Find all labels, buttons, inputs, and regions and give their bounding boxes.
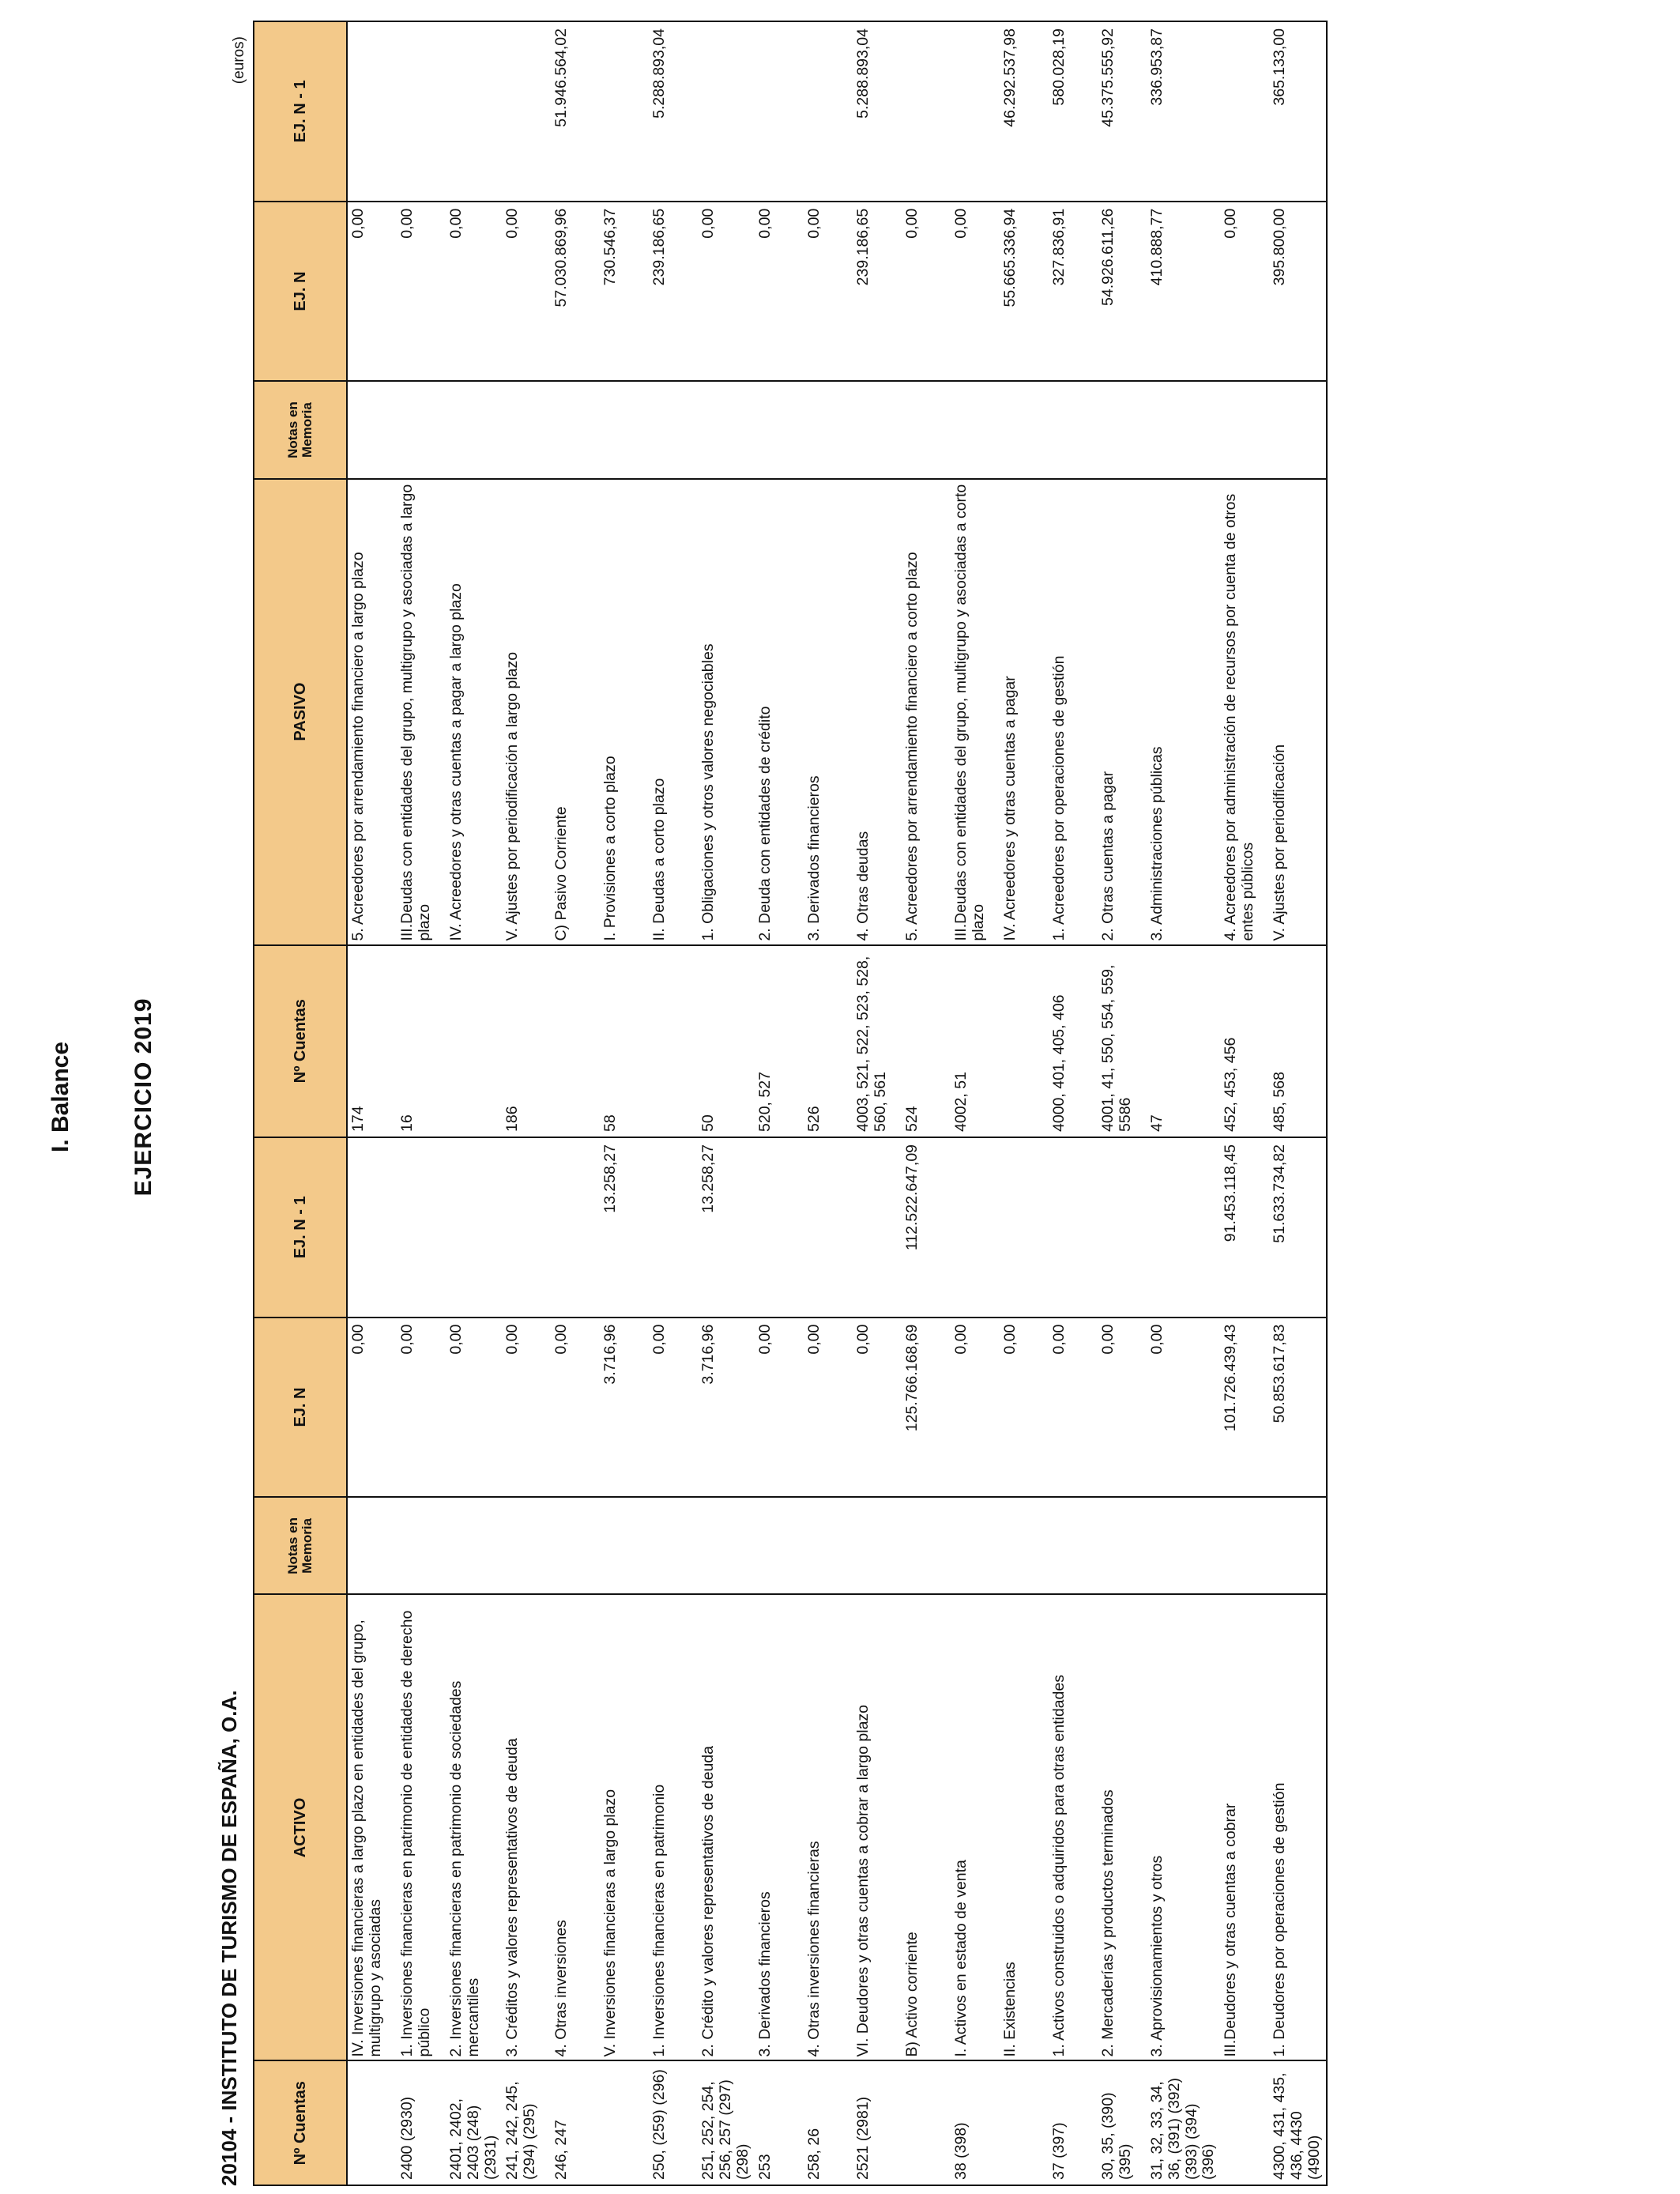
asset-account-codes: 253 bbox=[755, 2060, 804, 2185]
liability-notes bbox=[853, 381, 902, 478]
asset-account-codes: 251, 252, 254, 256, 257 (297) (298) bbox=[698, 2060, 754, 2185]
asset-account-codes: 2401, 2402, 2403 (248) (2931) bbox=[446, 2060, 502, 2185]
liability-description: I. Provisiones a corto plazo bbox=[600, 479, 649, 945]
asset-account-codes: 246, 247 bbox=[551, 2060, 600, 2185]
table-row bbox=[1098, 21, 1147, 2185]
table-row bbox=[1220, 21, 1269, 2185]
liability-description: IV. Acreedores y otras cuentas a pagar a largo plazo bbox=[446, 479, 502, 945]
liability-amount-year-n1: 365.133,00 bbox=[1269, 21, 1326, 202]
asset-notes bbox=[1147, 1497, 1220, 1594]
asset-account-codes: 250, (259) (296) bbox=[649, 2060, 698, 2185]
liability-notes bbox=[1098, 381, 1147, 478]
asset-description: V. Inversiones financieras a largo plazo bbox=[600, 1595, 649, 2061]
asset-amount-year-n: 50.853.617,83 bbox=[1269, 1318, 1326, 1498]
asset-description: I. Activos en estado de venta bbox=[951, 1595, 1000, 2061]
liability-amount-year-n1 bbox=[502, 21, 551, 202]
asset-account-codes: 241, 242, 245, (294) (295) bbox=[502, 2060, 551, 2185]
liability-amount-year-n: 0,00 bbox=[502, 202, 551, 382]
liability-description: 4. Acreedores por administración de recursos por cuenta de otros entes públicos bbox=[1220, 479, 1269, 945]
liability-description: 5. Acreedores por arrendamiento financiero a largo plazo bbox=[347, 479, 397, 945]
header-assets-year-n1: EJ. N - 1 bbox=[254, 1137, 347, 1318]
exercise-year: EJERCICIO 2019 bbox=[130, 997, 156, 1197]
asset-amount-year-n: 0,00 bbox=[1098, 1318, 1147, 1498]
asset-amount-year-n1: 51.633.734,82 bbox=[1269, 1137, 1326, 1318]
liability-amount-year-n1 bbox=[1220, 21, 1269, 202]
asset-amount-year-n1: 91.453.118,45 bbox=[1220, 1137, 1269, 1318]
liability-account-codes: 452, 453, 456 bbox=[1220, 945, 1269, 1137]
asset-account-codes: 2400 (2930) bbox=[397, 2060, 446, 2185]
asset-notes bbox=[1269, 1497, 1326, 1594]
liability-amount-year-n: 0,00 bbox=[1220, 202, 1269, 382]
asset-amount-year-n1 bbox=[951, 1137, 1000, 1318]
asset-amount-year-n: 0,00 bbox=[551, 1318, 600, 1498]
liability-description: III.Deudas con entidades del grupo, multigrupo y asociadas a corto plazo bbox=[951, 479, 1000, 945]
liability-notes bbox=[446, 381, 502, 478]
asset-amount-year-n: 0,00 bbox=[347, 1318, 397, 1498]
asset-amount-year-n1 bbox=[502, 1137, 551, 1318]
liability-account-codes bbox=[649, 945, 698, 1137]
asset-amount-year-n: 3.716,96 bbox=[600, 1318, 649, 1498]
liability-description: III.Deudas con entidades del grupo, multigrupo y asociadas a largo plazo bbox=[397, 479, 446, 945]
asset-amount-year-n: 0,00 bbox=[853, 1318, 902, 1498]
liability-notes bbox=[347, 381, 397, 478]
asset-amount-year-n1 bbox=[1098, 1137, 1147, 1318]
liability-amount-year-n1: 580.028,19 bbox=[1049, 21, 1098, 202]
asset-notes bbox=[446, 1497, 502, 1594]
liability-amount-year-n: 57.030.869,96 bbox=[551, 202, 600, 382]
liability-amount-year-n1 bbox=[951, 21, 1000, 202]
liability-notes bbox=[502, 381, 551, 478]
table-row bbox=[347, 21, 397, 2185]
liability-amount-year-n: 410.888,77 bbox=[1147, 202, 1220, 382]
liability-notes bbox=[951, 381, 1000, 478]
liability-amount-year-n1 bbox=[698, 21, 754, 202]
asset-description: VI. Deudores y otras cuentas a cobrar a largo plazo bbox=[853, 1595, 902, 2061]
liability-description: IV. Acreedores y otras cuentas a pagar bbox=[1000, 479, 1049, 945]
asset-amount-year-n1 bbox=[804, 1137, 853, 1318]
table-row bbox=[551, 21, 600, 2185]
asset-description: II. Existencias bbox=[1000, 1595, 1049, 2061]
asset-amount-year-n1: 13.258,27 bbox=[600, 1137, 649, 1318]
liability-description: 2. Otras cuentas a pagar bbox=[1098, 479, 1147, 945]
asset-account-codes: 38 (398) bbox=[951, 2060, 1000, 2185]
liability-account-codes: 186 bbox=[502, 945, 551, 1137]
asset-amount-year-n1: 13.258,27 bbox=[698, 1137, 754, 1318]
asset-notes bbox=[347, 1497, 397, 1594]
liability-amount-year-n1 bbox=[600, 21, 649, 202]
asset-description: 3. Créditos y valores representativos de deuda bbox=[502, 1595, 551, 2061]
liability-amount-year-n: 0,00 bbox=[951, 202, 1000, 382]
table-row bbox=[698, 21, 754, 2185]
asset-amount-year-n1 bbox=[755, 1137, 804, 1318]
asset-description: 2. Mercaderías y productos terminados bbox=[1098, 1595, 1147, 2061]
header-liabilities-year-n1: EJ. N - 1 bbox=[254, 21, 347, 202]
table-row bbox=[853, 21, 902, 2185]
asset-notes bbox=[1049, 1497, 1098, 1594]
liability-notes bbox=[1220, 381, 1269, 478]
asset-amount-year-n1 bbox=[551, 1137, 600, 1318]
asset-notes bbox=[1220, 1497, 1269, 1594]
liability-account-codes: 50 bbox=[698, 945, 754, 1137]
asset-notes bbox=[600, 1497, 649, 1594]
liability-account-codes: 485, 568 bbox=[1269, 945, 1326, 1137]
liability-amount-year-n1 bbox=[397, 21, 446, 202]
liability-account-codes: 520, 527 bbox=[755, 945, 804, 1137]
asset-notes bbox=[551, 1497, 600, 1594]
asset-amount-year-n1 bbox=[649, 1137, 698, 1318]
liability-amount-year-n: 239.186,65 bbox=[649, 202, 698, 382]
asset-amount-year-n1 bbox=[853, 1137, 902, 1318]
liability-description: 5. Acreedores por arrendamiento financiero a corto plazo bbox=[902, 479, 951, 945]
asset-amount-year-n: 0,00 bbox=[804, 1318, 853, 1498]
liability-description: 2. Deuda con entidades de crédito bbox=[755, 479, 804, 945]
asset-amount-year-n1 bbox=[397, 1137, 446, 1318]
liability-amount-year-n: 0,00 bbox=[347, 202, 397, 382]
liability-notes bbox=[1049, 381, 1098, 478]
liability-amount-year-n: 0,00 bbox=[902, 202, 951, 382]
asset-account-codes bbox=[347, 2060, 397, 2185]
header-liabilities-accounts: Nº Cuentas bbox=[254, 945, 347, 1137]
liability-description: II. Deudas a corto plazo bbox=[649, 479, 698, 945]
header-assets-year-n: EJ. N bbox=[254, 1318, 347, 1498]
asset-description: 1. Inversiones financieras en patrimonio bbox=[649, 1595, 698, 2061]
liability-account-codes: 526 bbox=[804, 945, 853, 1137]
liability-notes bbox=[1147, 381, 1220, 478]
asset-description: 1. Inversiones financieras en patrimonio de entidades de derecho público bbox=[397, 1595, 446, 2061]
liability-account-codes: 4001, 41, 550, 554, 559, 5586 bbox=[1098, 945, 1147, 1137]
liability-amount-year-n: 0,00 bbox=[804, 202, 853, 382]
liability-account-codes bbox=[1000, 945, 1049, 1137]
table-row bbox=[1147, 21, 1220, 2185]
liability-notes bbox=[1269, 381, 1326, 478]
liability-account-codes: 4000, 401, 405, 406 bbox=[1049, 945, 1098, 1137]
liability-amount-year-n1 bbox=[804, 21, 853, 202]
asset-amount-year-n: 101.726.439,43 bbox=[1220, 1318, 1269, 1498]
liability-account-codes bbox=[446, 945, 502, 1137]
liability-account-codes: 16 bbox=[397, 945, 446, 1137]
asset-notes bbox=[698, 1497, 754, 1594]
liability-amount-year-n: 395.800,00 bbox=[1269, 202, 1326, 382]
header-assets-description: ACTIVO bbox=[254, 1595, 347, 2061]
liability-description: C) Pasivo Corriente bbox=[551, 479, 600, 945]
liability-notes bbox=[397, 381, 446, 478]
liability-amount-year-n1: 51.946.564,02 bbox=[551, 21, 600, 202]
asset-account-codes: 30, 35, (390) (395) bbox=[1098, 2060, 1147, 2185]
liability-account-codes: 4002, 51 bbox=[951, 945, 1000, 1137]
asset-account-codes: 37 (397) bbox=[1049, 2060, 1098, 2185]
asset-account-codes bbox=[1000, 2060, 1049, 2185]
liability-amount-year-n1 bbox=[902, 21, 951, 202]
table-row bbox=[1000, 21, 1049, 2185]
liability-amount-year-n1: 5.288.893,04 bbox=[853, 21, 902, 202]
liability-amount-year-n1: 46.292.537,98 bbox=[1000, 21, 1049, 202]
liability-notes bbox=[698, 381, 754, 478]
asset-notes bbox=[1000, 1497, 1049, 1594]
asset-notes bbox=[902, 1497, 951, 1594]
liability-description: 3. Administraciones públicas bbox=[1147, 479, 1220, 945]
header-liabilities-description: PASIVO bbox=[254, 479, 347, 945]
asset-amount-year-n: 0,00 bbox=[446, 1318, 502, 1498]
liability-description: V. Ajustes por periodificación bbox=[1269, 479, 1326, 945]
asset-account-codes: 4300, 431, 435, 436, 4430 (4900) bbox=[1269, 2060, 1326, 2185]
header-assets-notes: Notas en Memoria bbox=[254, 1497, 347, 1594]
header-assets-accounts: Nº Cuentas bbox=[254, 2060, 347, 2185]
table-header-row bbox=[254, 21, 347, 2185]
asset-amount-year-n: 3.716,96 bbox=[698, 1318, 754, 1498]
asset-account-codes bbox=[902, 2060, 951, 2185]
table-row bbox=[600, 21, 649, 2185]
asset-account-codes: 2521 (2981) bbox=[853, 2060, 902, 2185]
asset-amount-year-n1: 112.522.647,09 bbox=[902, 1137, 951, 1318]
table-row bbox=[1269, 21, 1326, 2185]
asset-description: 2. Inversiones financieras en patrimonio de sociedades mercantiles bbox=[446, 1595, 502, 2061]
liability-notes bbox=[600, 381, 649, 478]
liability-amount-year-n: 730.546,37 bbox=[600, 202, 649, 382]
liability-amount-year-n1 bbox=[347, 21, 397, 202]
asset-description: III.Deudores y otras cuentas a cobrar bbox=[1220, 1595, 1269, 2061]
asset-amount-year-n: 0,00 bbox=[1147, 1318, 1220, 1498]
liability-account-codes: 174 bbox=[347, 945, 397, 1137]
asset-amount-year-n: 0,00 bbox=[1000, 1318, 1049, 1498]
liability-description: 3. Derivados financieros bbox=[804, 479, 853, 945]
asset-description: 3. Derivados financieros bbox=[755, 1595, 804, 2061]
liability-amount-year-n: 0,00 bbox=[446, 202, 502, 382]
liability-notes bbox=[804, 381, 853, 478]
asset-account-codes bbox=[600, 2060, 649, 2185]
asset-notes bbox=[755, 1497, 804, 1594]
liability-amount-year-n: 0,00 bbox=[397, 202, 446, 382]
header-liabilities-year-n: EJ. N bbox=[254, 202, 347, 382]
liability-amount-year-n1: 45.375.555,92 bbox=[1098, 21, 1147, 202]
asset-amount-year-n: 0,00 bbox=[649, 1318, 698, 1498]
liability-amount-year-n1 bbox=[446, 21, 502, 202]
liability-notes bbox=[902, 381, 951, 478]
asset-notes bbox=[649, 1497, 698, 1594]
asset-description: 1. Deudores por operaciones de gestión bbox=[1269, 1595, 1326, 2061]
asset-account-codes bbox=[1220, 2060, 1269, 2185]
liability-description: 1. Obligaciones y otros valores negociables bbox=[698, 479, 754, 945]
liability-amount-year-n: 239.186,65 bbox=[853, 202, 902, 382]
asset-description: 2. Crédito y valores representativos de deuda bbox=[698, 1595, 754, 2061]
liability-description: V. Ajustes por periodificación a largo plazo bbox=[502, 479, 551, 945]
liability-amount-year-n: 55.665.336,94 bbox=[1000, 202, 1049, 382]
balance-table-body bbox=[347, 21, 1327, 2185]
liability-amount-year-n: 54.926.611,26 bbox=[1098, 202, 1147, 382]
liability-account-codes: 47 bbox=[1147, 945, 1220, 1137]
asset-amount-year-n: 0,00 bbox=[397, 1318, 446, 1498]
liability-notes bbox=[755, 381, 804, 478]
liability-amount-year-n: 327.836,91 bbox=[1049, 202, 1098, 382]
liability-account-codes: 58 bbox=[600, 945, 649, 1137]
asset-description: 1. Activos construidos o adquiridos para otras entidades bbox=[1049, 1595, 1098, 2061]
entity-name: 20104 - INSTITUTO DE TURISMO DE ESPAÑA, O.A. bbox=[217, 1690, 241, 2186]
table-row bbox=[649, 21, 698, 2185]
header-liabilities-notes: Notas en Memoria bbox=[254, 381, 347, 478]
table-row bbox=[397, 21, 446, 2185]
table-row bbox=[951, 21, 1000, 2185]
liability-description: 1. Acreedores por operaciones de gestión bbox=[1049, 479, 1098, 945]
asset-notes bbox=[804, 1497, 853, 1594]
asset-amount-year-n: 0,00 bbox=[502, 1318, 551, 1498]
asset-description: 3. Aprovisionamientos y otros bbox=[1147, 1595, 1220, 2061]
asset-amount-year-n1 bbox=[347, 1137, 397, 1318]
liability-account-codes bbox=[551, 945, 600, 1137]
liability-amount-year-n: 0,00 bbox=[698, 202, 754, 382]
asset-amount-year-n1 bbox=[1049, 1137, 1098, 1318]
table-row bbox=[902, 21, 951, 2185]
table-row bbox=[502, 21, 551, 2185]
table-row bbox=[446, 21, 502, 2185]
page-title: I. Balance bbox=[47, 1041, 73, 1153]
asset-description: 4. Otras inversiones bbox=[551, 1595, 600, 2061]
liability-description: 4. Otras deudas bbox=[853, 479, 902, 945]
asset-amount-year-n: 0,00 bbox=[755, 1318, 804, 1498]
asset-description: IV. Inversiones financieras a largo plazo en entidades del grupo, multigrupo y asociadas bbox=[347, 1595, 397, 2061]
asset-amount-year-n: 125.766.168,69 bbox=[902, 1318, 951, 1498]
liability-account-codes: 524 bbox=[902, 945, 951, 1137]
liability-notes bbox=[1000, 381, 1049, 478]
asset-notes bbox=[853, 1497, 902, 1594]
table-row bbox=[804, 21, 853, 2185]
liability-notes bbox=[551, 381, 600, 478]
liability-account-codes: 4003, 521, 522, 523, 528, 560, 561 bbox=[853, 945, 902, 1137]
asset-amount-year-n: 0,00 bbox=[951, 1318, 1000, 1498]
asset-notes bbox=[951, 1497, 1000, 1594]
liability-amount-year-n1: 5.288.893,04 bbox=[649, 21, 698, 202]
table-row bbox=[1049, 21, 1098, 2185]
liability-amount-year-n: 0,00 bbox=[755, 202, 804, 382]
table-row bbox=[755, 21, 804, 2185]
liability-notes bbox=[649, 381, 698, 478]
asset-description: B) Activo corriente bbox=[902, 1595, 951, 2061]
asset-amount-year-n1 bbox=[1000, 1137, 1049, 1318]
currency-unit: (euros) bbox=[231, 36, 247, 85]
asset-notes bbox=[397, 1497, 446, 1594]
asset-account-codes: 258, 26 bbox=[804, 2060, 853, 2185]
balance-table bbox=[253, 21, 1328, 2186]
asset-account-codes: 31, 32, 33, 34, 36, (391) (392) (393) (394) (396) bbox=[1147, 2060, 1220, 2185]
liability-amount-year-n1: 336.953,87 bbox=[1147, 21, 1220, 202]
asset-notes bbox=[1098, 1497, 1147, 1594]
asset-amount-year-n1 bbox=[1147, 1137, 1220, 1318]
asset-notes bbox=[502, 1497, 551, 1594]
asset-amount-year-n: 0,00 bbox=[1049, 1318, 1098, 1498]
asset-description: 4. Otras inversiones financieras bbox=[804, 1595, 853, 2061]
liability-amount-year-n1 bbox=[755, 21, 804, 202]
asset-amount-year-n1 bbox=[446, 1137, 502, 1318]
